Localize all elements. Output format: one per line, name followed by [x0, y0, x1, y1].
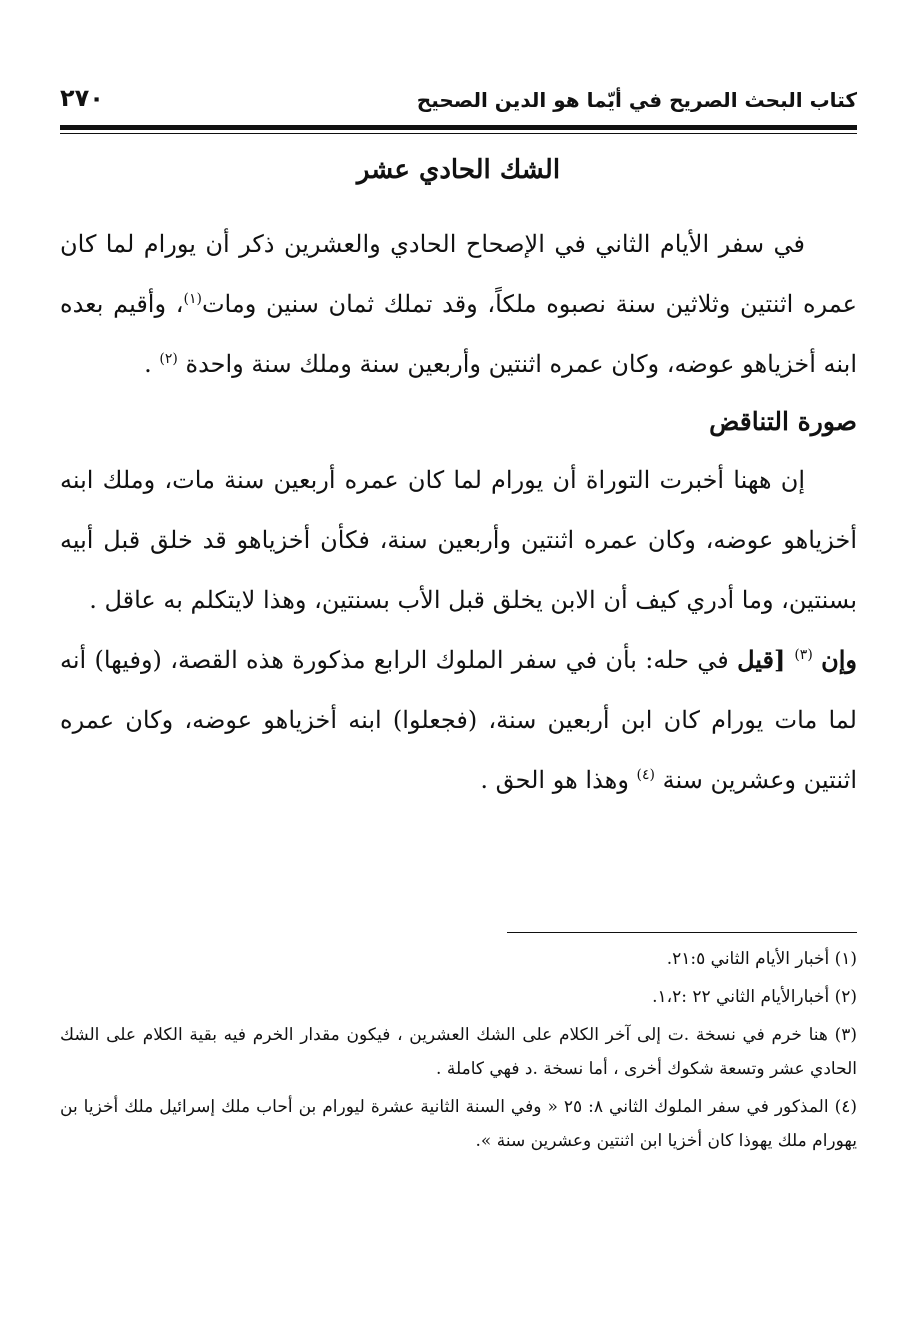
footnote-ref-3[interactable]: (٣): [794, 647, 813, 663]
footnote-separator: [507, 932, 857, 933]
resolution-bold-phrase: [قيل: [737, 645, 795, 674]
footnote-ref-1[interactable]: (١): [183, 291, 202, 307]
book-title: كتاب البحث الصريح في أيّما هو الدين الصحيح: [416, 88, 857, 112]
section-title: الشك الحادي عشر: [356, 155, 561, 185]
footnote-2: (٢) أخبارالأيام الثاني ٢٢ :١،٢.: [652, 987, 857, 1007]
footnotes-section: [60, 942, 857, 1162]
resolution-paragraph: [60, 630, 857, 810]
footnote-ref-2[interactable]: (٢): [159, 351, 178, 367]
footnote-3: (٣) هنا خرم في نسخة .ت إلى آخر الكلام على الشك العشرين ، فيكون مقدار الخرم فيه بقية الكلام على الشك الحادي عشر وتسعة شكوك أخرى ، أما نسخة .د فهي كاملة .: [60, 1025, 857, 1079]
contradiction-heading: صورة التناقض: [709, 407, 857, 436]
header-rule-thin: [60, 133, 857, 134]
resolution-lead: وإن: [821, 645, 857, 674]
main-content: [60, 150, 857, 810]
intro-text: في سفر الأيام الثاني في الإصحاح الحادي والعشرين ذكر أن يورام لما كان عمره اثنتين وثلاثين سنة نصبوه ملكاً، وقد تملك ثمان سنين ومات: [60, 230, 857, 318]
intro-text-continued: ، وأقيم بعده ابنه أخزياهو عوضه، وكان عمره اثنتين وأربعين سنة وملك سنة واحدة: [60, 290, 857, 378]
page-number: ٢٧٠: [60, 84, 104, 112]
intro-paragraph: [60, 214, 857, 394]
running-header: [60, 84, 857, 124]
footnote-1: (١) أخبار الأيام الثاني ٢١:٥.: [666, 949, 857, 969]
footnote-4: (٤) المذكور في سفر الملوك الثاني ٨: ٢٥ « وفي السنة الثانية عشرة ليورام بن أحاب ملك إسرائيل ملك أخزيا بن يهورام ملك يهوذا كان أخزيا ابن اثنتين وعشرين سنة ».: [60, 1097, 857, 1151]
header-rule-thick: [60, 125, 857, 130]
intro-text-end: .: [144, 350, 160, 378]
contradiction-paragraph: إن ههنا أخبرت التوراة أن يورام لما كان عمره أربعين سنة مات، وملك ابنه أخزياهو عوضه، وكان عمره اثنتين وأربعين سنة، فكأن أخزياهو قد خلق قبل أبيه بسنتين، وما أدري كيف أن الابن يخلق قبل الأب بسنتين، وهذا لايتكلم به عاقل .: [60, 466, 857, 614]
resolution-text-end: وهذا هو الحق .: [480, 766, 637, 794]
resolution-text: في حله: بأن في سفر الملوك الرابع مذكورة هذه القصة، (وفيها) أنه لما مات يورام كان ابن أربعين سنة، (فجعلوا) ابنه أخزياهو عوضه، وكان عمره اثنتين وعشرين سنة: [60, 646, 857, 794]
footnote-ref-4[interactable]: (٤): [636, 767, 656, 783]
